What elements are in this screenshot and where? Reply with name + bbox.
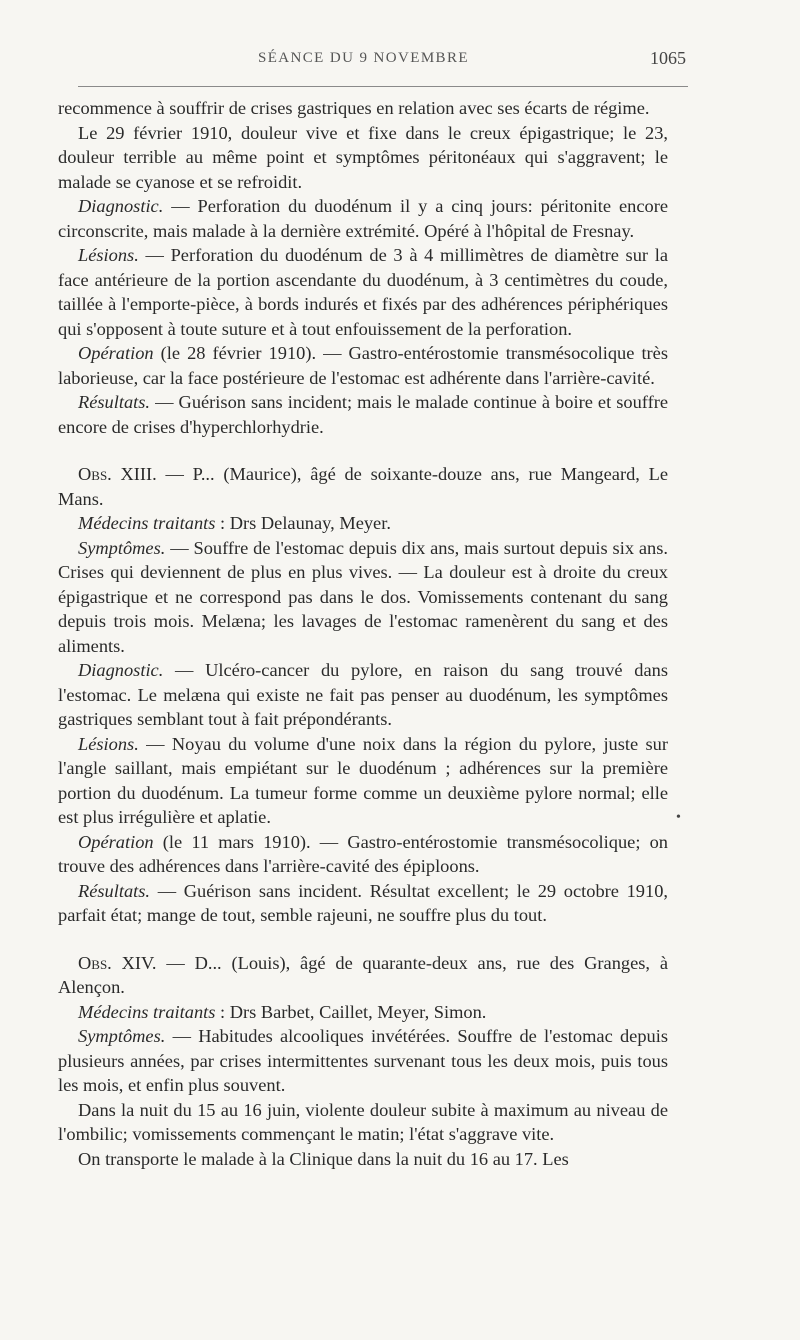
header-rule — [78, 86, 688, 87]
page-number: 1065 — [650, 48, 686, 68]
section-lead: Opération — [78, 343, 154, 363]
body-text — [58, 96, 668, 1171]
section-lead: Médecins traitants — [78, 1001, 216, 1022]
paragraph-diagnostic: Diagnostic. — Ulcéro-cancer du pylore, en raison du sang trouvé dans l'estomac. Le melæna qui existe ne fait pas penser au duodénum, les symptômes gastriques semblant tout à fait prépondérants. — [58, 660, 668, 729]
observation-label: Obs. XIV. — [78, 952, 157, 973]
section-lead: Diagnostic. — [78, 196, 164, 216]
paragraph-transport: On transporte le malade à la Clinique dans la nuit du 16 au 17. Les — [78, 1148, 569, 1169]
paragraph-physicians: Médecins traitants : Drs Barbet, Caillet, Meyer, Simon. — [78, 1001, 487, 1022]
margin-mark: • — [676, 810, 681, 825]
page-header — [78, 48, 688, 78]
observation-label: Obs. XIII. — [78, 464, 157, 484]
paragraph-operation: Opération (le 28 février 1910). — Gastro-entérostomie transmésocolique très laborieuse, car la face postérieure de l'estomac est adhérente dans l'arrière-cavité. — [58, 343, 668, 388]
paragraph-onset: Le 29 février 1910, douleur vive et fixe dans le creux épigastrique; le 23, douleur terrible au même point et symptômes péritonéaux qui s'aggravent; le malade se cyanose et se refroidit. — [58, 122, 668, 192]
section-lead: Diagnostic. — [78, 660, 164, 680]
paragraph-onset: Dans la nuit du 15 au 16 juin, violente douleur subite à maximum au niveau de l'ombilic; vomissements commençant le matin; l'état s'aggrave vite. — [58, 1099, 668, 1144]
section-lead: Symptômes. — [78, 537, 166, 558]
paragraph-symptoms: Symptômes. — Habitudes alcooliques invétérées. Souffre de l'estomac depuis plusieurs années, par crises intermittentes survenant tous les deux mois, puis tous les mois, et enfin plus souvent. — [58, 1026, 668, 1095]
section-lead: Symptômes. — [78, 1026, 166, 1046]
paragraph-diagnostic: Diagnostic. — Perforation du duodénum il y a cinq jours: péritonite encore circonscrite, mais malade à la dernière extrémité. Opéré à l'hôpital de Fresnay. — [58, 196, 668, 241]
section-lead: Médecins traitants — [78, 513, 216, 533]
section-lead: Résultats. — [78, 392, 151, 412]
paragraph-operation: Opération (le 11 mars 1910). — Gastro-entérostomie transmésocolique; on trouve des adhérences dans l'arrière-cavité des épiploons. — [58, 831, 668, 876]
paragraph-continuation: recommence à souffrir de crises gastriques en relation avec ses écarts de régime. — [58, 98, 650, 118]
paragraph-results: Résultats. — Guérison sans incident; mais le malade continue à boire et souffre encore de crises d'hyperchlorhydrie. — [58, 392, 668, 437]
paragraph-lesions: Lésions. — Perforation du duodénum de 3 à 4 millimètres de diamètre sur la face antérieure de la portion ascendante du duodénum, à 3 centimètres du coude, taillée à l'emporte-pièce, à bords indurés et fixés par des adhérences périphériques qui s'opposent à toute suture et à tout enfouissement de la perforation. — [58, 245, 668, 339]
paragraph-results: Résultats. — Guérison sans incident. Résultat excellent; le 29 octobre 1910, parfait état; mange de tout, semble rajeuni, ne souffre plus du tout. — [58, 880, 668, 925]
section-lead: Résultats. — [78, 880, 151, 901]
observation-heading-xiii: Obs. XIII. — P... (Maurice), âgé de soixante-douze ans, rue Mangeard, Le Mans. — [58, 464, 668, 509]
observation-heading-xiv: Obs. XIV. — D... (Louis), âgé de quarante-deux ans, rue des Granges, à Alençon. — [58, 952, 669, 997]
section-lead: Lésions. — [78, 245, 139, 265]
running-title: SÉANCE DU 9 NOVEMBRE — [258, 50, 469, 66]
section-lead: Lésions. — [78, 733, 139, 754]
paragraph-physicians: Médecins traitants : Drs Delaunay, Meyer. — [78, 513, 391, 533]
section-lead: Opération — [78, 831, 154, 852]
paragraph-lesions: Lésions. — Noyau du volume d'une noix dans la région du pylore, juste sur l'angle saillant, mais empiétant sur le duodénum ; adhérences sur la première portion du duodénum. La tumeur forme comme un deuxième pylore normal; elle est plus irrégulière et aplatie. — [58, 733, 668, 827]
paragraph-symptoms: Symptômes. — Souffre de l'estomac depuis dix ans, mais surtout depuis six ans. Crises qui deviennent de plus en plus vives. — La douleur est à droite du creux épigastrique et ne correspond pas dans le dos. Vomissements contenant du sang depuis trois mois. Melæna; les lavages de l'estomac ramenèrent du sang et des aliments. — [58, 537, 668, 656]
